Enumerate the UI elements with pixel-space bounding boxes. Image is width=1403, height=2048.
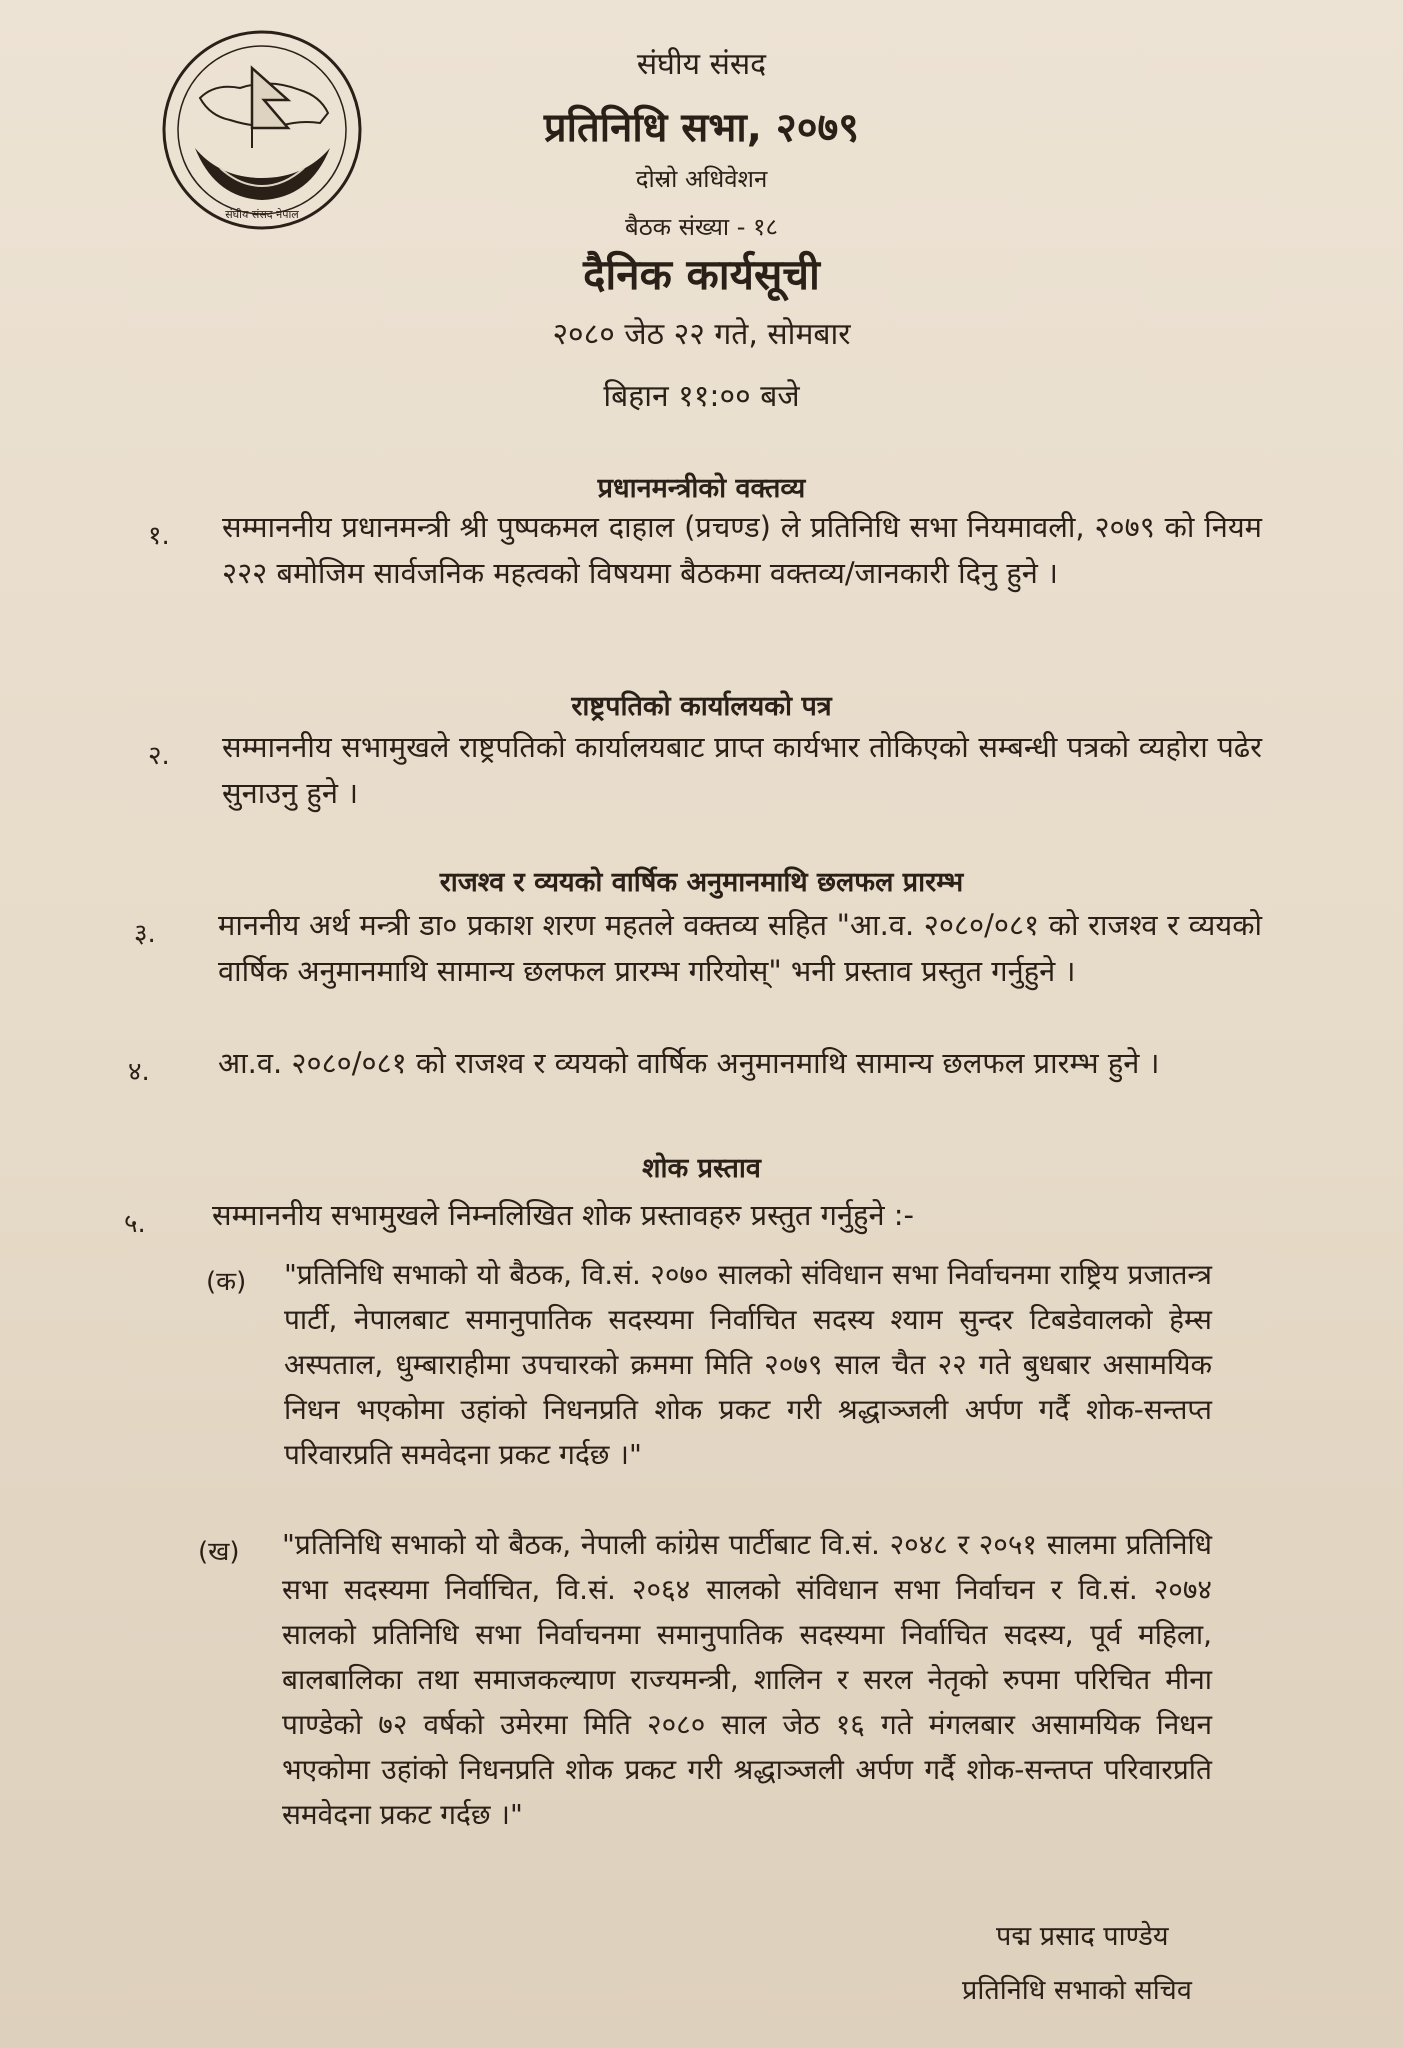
section-heading: राजश्व र व्ययको वार्षिक अनुमानमाथि छलफल प्रारम्भ [439, 867, 964, 898]
condolence-label: (क) [206, 1267, 247, 1297]
item-number: ४. [128, 1057, 150, 1087]
section-heading: प्रधानमन्त्रीको वक्तव्य [597, 473, 806, 504]
meeting-number: बैठक संख्या - १८ [625, 213, 778, 241]
condolence-motion: "प्रतिनिधि सभाको यो बैठक, नेपाली कांग्रेस पार्टीबाट वि.सं. २०४८ र २०५१ सालमा प्रतिनिधि सभा सदस्यमा निर्वाचित, वि.सं. २०६४ सालको संविधान सभा निर्वाचन र वि.सं. २०७४ सालको प्रतिनिधि सभा निर्वाचनमा समानुपातिक सदस्यमा निर्वाचित सदस्य, पूर्व महिला, बालबालिका तथा समाजकल्याण राज्यमन्त्री, शालिन र सरल नेतृको रुपमा परिचित मीना पाण्डेको ७२ वर्षको उमेरमा मिति २०८० साल जेठ १६ गते मंगलबार असामयिक निधन भएकोमा उहांको निधनप्रति शोक प्रकट गरी श्रद्धाञ्जली अर्पण गर्दै शोक-सन्तप्त परिवारप्रति समवेदना प्रकट गर्दछ ।" [282, 1528, 1212, 1831]
item-number: ५. [124, 1209, 146, 1239]
condolence-label: (ख) [198, 1537, 240, 1567]
house-title: प्रतिनिधि सभा, २०७९ [543, 105, 860, 151]
signatory-name: पद्म प्रसाद पाण्डेय [996, 1921, 1169, 1952]
agenda-item: आ.व. २०८०/०८१ को राजश्व र व्ययको वार्षिक अनुमानमाथि सामान्य छलफल प्रारम्भ हुने । [218, 1046, 1160, 1080]
item-number: ३. [134, 919, 156, 949]
meeting-time: बिहान ११:०० बजे [603, 379, 800, 414]
signatory-title: प्रतिनिधि सभाको सचिव [962, 1975, 1192, 2006]
section-heading: राष्ट्रपतिको कार्यालयको पत्र [571, 691, 832, 722]
agenda-item: सम्माननीय सभामुखले राष्ट्रपतिको कार्यालयबाट प्राप्त कार्यभार तोकिएको सम्बन्धी पत्रको व्यहोरा पढेर सुनाउनु हुने । [222, 730, 1262, 810]
condolence-motion: "प्रतिनिधि सभाको यो बैठक, वि.सं. २०७० सालको संविधान सभा निर्वाचनमा राष्ट्रिय प्रजातन्त्र पार्टी, नेपालबाट समानुपातिक सदस्यमा निर्वाचित सदस्य श्याम सुन्दर टिबडेवालको हेम्स अस्पताल, धुम्बाराहीमा उपचारको क्रममा मिति २०७९ साल चैत २२ गते बुधबार असामयिक निधन भएकोमा उहांको निधनप्रति शोक प्रकट गरी श्रद्धाञ्जली अर्पण गर्दै शोक-सन्तप्त परिवारप्रति समवेदना प्रकट गर्दछ ।" [284, 1258, 1212, 1471]
section-heading: शोक प्रस्ताव [642, 1153, 761, 1184]
meeting-date: २०८० जेठ २२ गते, सोमबार [552, 317, 851, 352]
agenda-item: सम्माननीय प्रधानमन्त्री श्री पुष्पकमल दाहाल (प्रचण्ड) ले प्रतिनिधि सभा नियमावली, २०७९ को नियम २२२ बमोजिम सार्वजनिक महत्वको विषयमा बैठकमा वक्तव्य/जानकारी दिनु हुने । [222, 510, 1262, 590]
page-title: दैनिक कार्यसूची [583, 250, 820, 299]
emblem-caption: संघीय संसद नेपाल [225, 208, 299, 221]
agenda-item: सम्माननीय सभामुखले निम्नलिखित शोक प्रस्तावहरु प्रस्तुत गर्नुहुने :- [212, 1198, 914, 1232]
item-number: २. [148, 741, 170, 771]
parliament-title: संघीय संसद [636, 47, 767, 82]
item-number: १. [148, 521, 170, 551]
session-label: दोस्रो अधिवेशन [635, 165, 768, 193]
agenda-item: माननीय अर्थ मन्त्री डा० प्रकाश शरण महतले वक्तव्य सहित "आ.व. २०८०/०८१ को राजश्व र व्ययको वार्षिक अनुमानमाथि सामान्य छलफल प्रारम्भ गरियोस्" भनी प्रस्ताव प्रस्तुत गर्नुहुने । [218, 908, 1262, 988]
